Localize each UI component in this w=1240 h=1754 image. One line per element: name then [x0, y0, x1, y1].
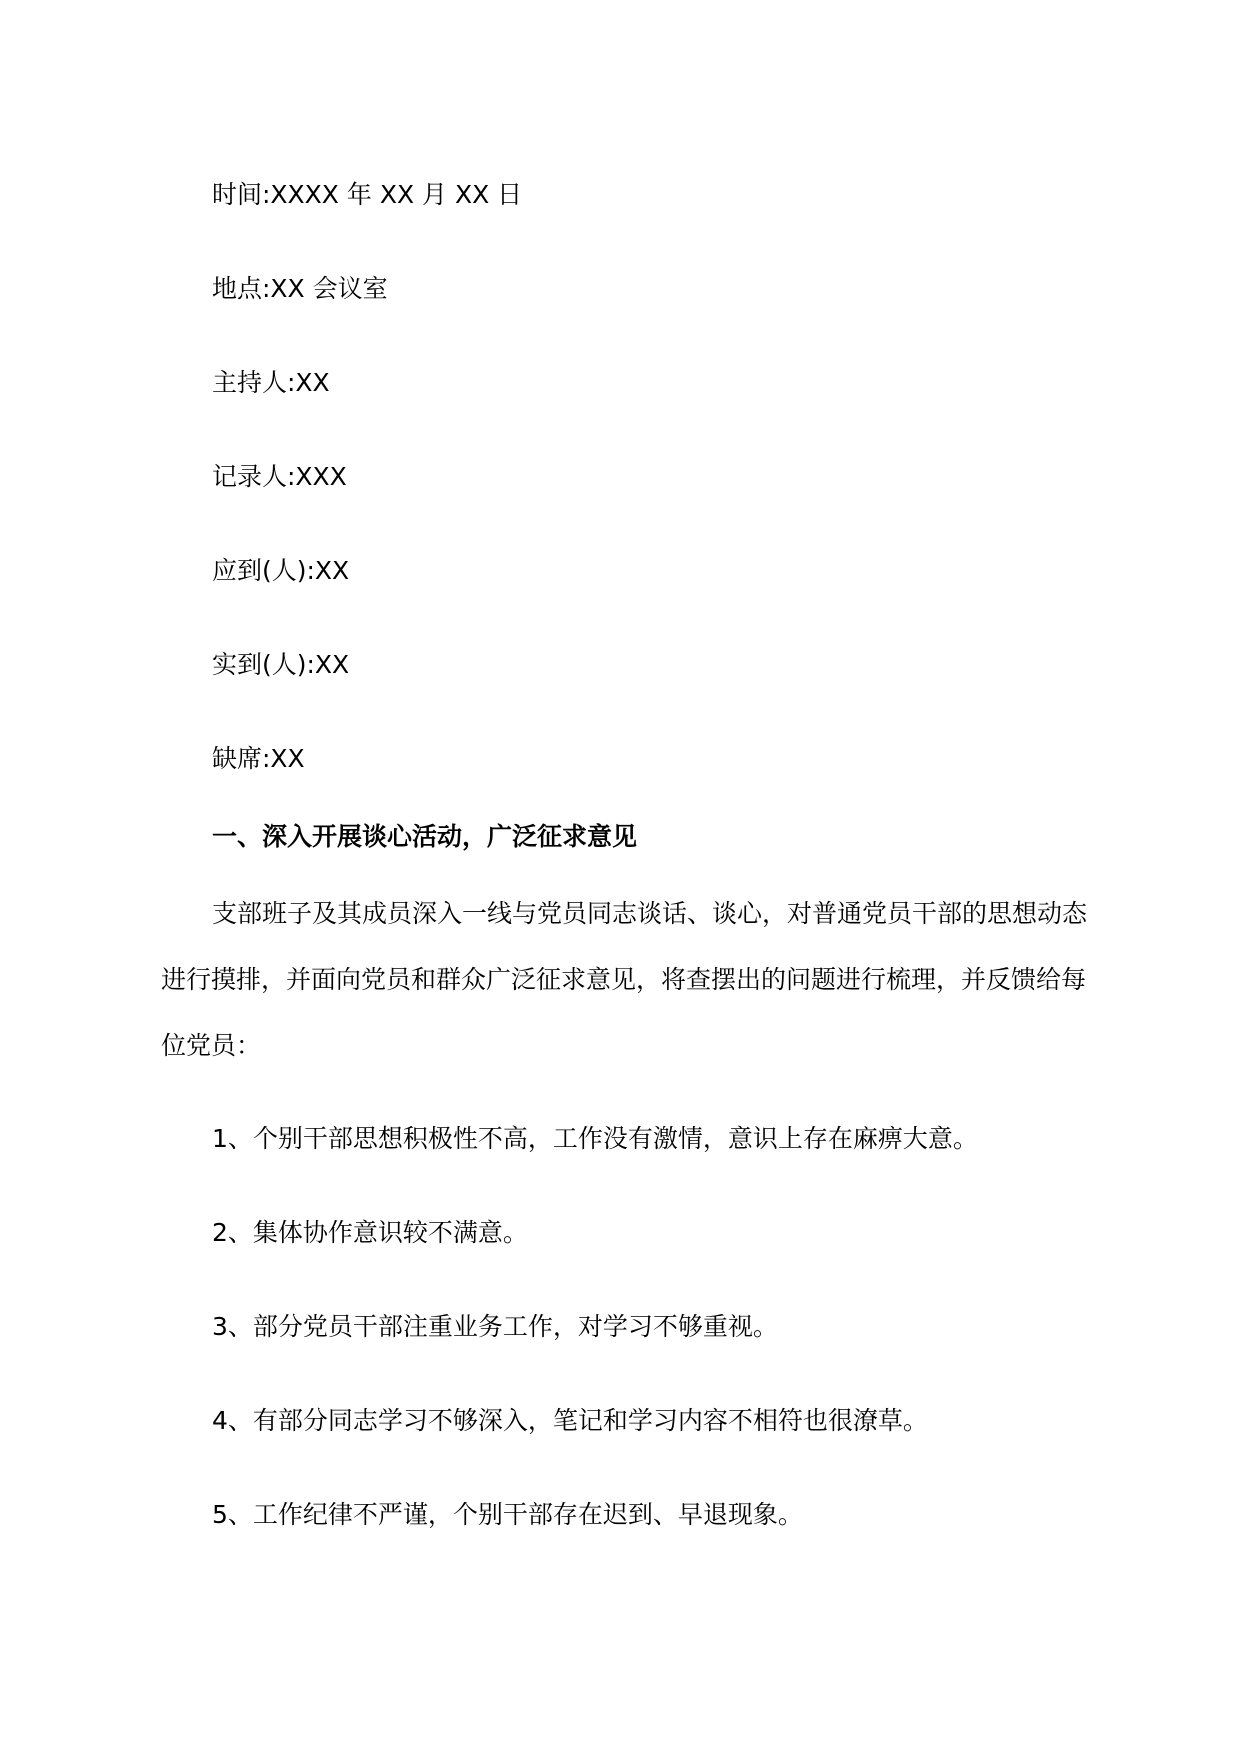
attendance-actual: 实到(人):XX: [212, 650, 350, 679]
list-item: 3、部分党员干部注重业务工作，对学习不够重视。: [212, 1312, 778, 1341]
meeting-location: 地点:XX 会议室: [212, 274, 388, 303]
attendance-expected: 应到(人):XX: [212, 556, 350, 585]
paragraph-line: 支部班子及其成员深入一线与党员同志谈话、谈心，对普通党员干部的思想动态: [212, 899, 1088, 928]
section-heading: 一、深入开展谈心活动，广泛征求意见: [212, 822, 638, 851]
paragraph-line: 进行摸排，并面向党员和群众广泛征求意见，将查摆出的问题进行梳理，并反馈给每: [161, 965, 1087, 994]
list-item: 5、工作纪律不严谨，个别干部存在迟到、早退现象。: [212, 1500, 803, 1529]
list-item: 1、个别干部思想积极性不高，工作没有激情，意识上存在麻痹大意。: [212, 1124, 978, 1153]
paragraph-line: 位党员：: [161, 1031, 262, 1060]
attendance-absent: 缺席:XX: [212, 744, 305, 773]
meeting-recorder: 记录人:XXX: [212, 462, 347, 491]
meeting-host: 主持人:XX: [212, 368, 330, 397]
list-item: 2、集体协作意识较不满意。: [212, 1218, 528, 1247]
meeting-time: 时间:XXXX 年 XX 月 XX 日: [212, 180, 523, 209]
list-item: 4、有部分同志学习不够深入，笔记和学习内容不相符也很潦草。: [212, 1406, 928, 1435]
